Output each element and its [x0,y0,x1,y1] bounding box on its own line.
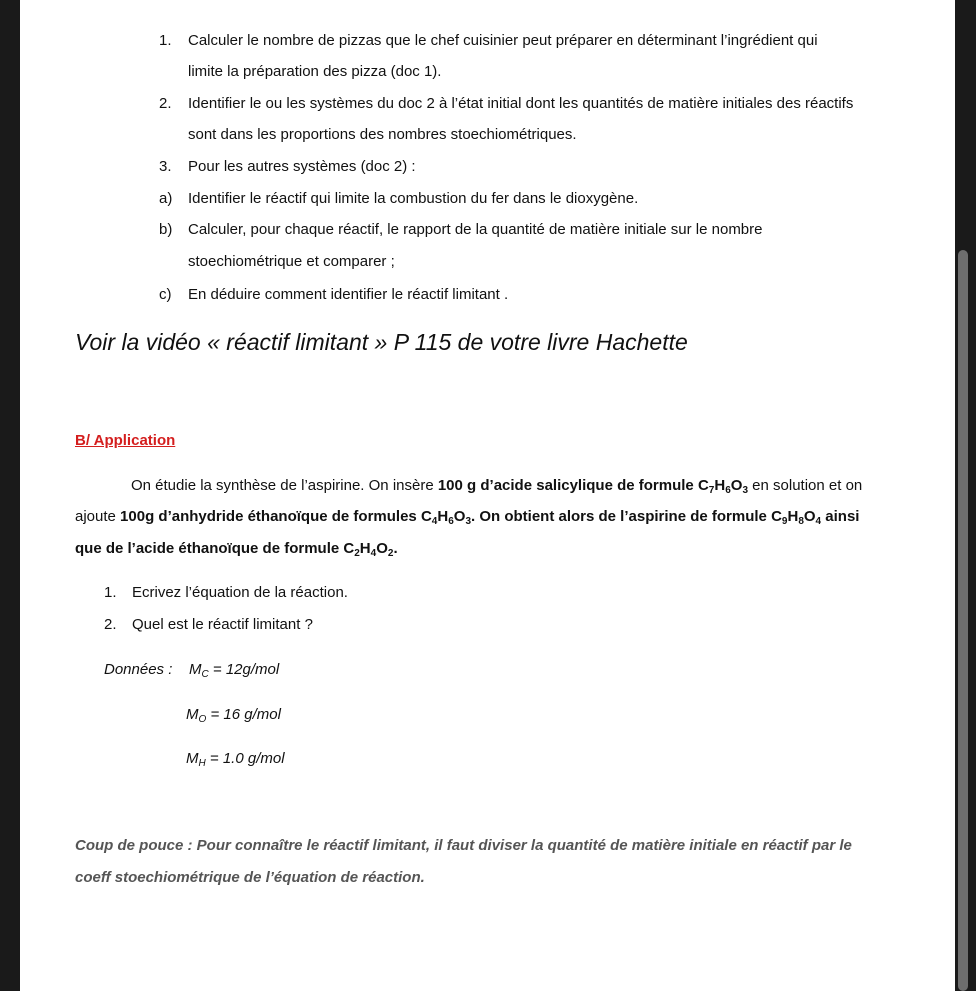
formula-aspirin [771,508,821,525]
question-number: 2. [104,616,117,633]
formula-element: C [343,540,355,557]
bold-span: . [393,540,398,557]
formula-element: O [803,508,816,525]
formula-subscript: 4 [431,516,438,527]
section-title: B/ Application [75,432,176,449]
formula-subscript: 3 [465,516,471,527]
subscript: C [201,669,209,680]
text-span: en solution et on [748,477,863,494]
formula-anhydride [421,508,471,525]
question-text: Quel est le réactif limitant ? [132,616,313,633]
formula-subscript: 4 [370,548,377,559]
formula-subscript: 6 [725,485,731,496]
subquestion-text: Identifier le réactif qui limite la combustion du fer dans le dioxygène. [188,190,639,207]
formula-element: H [787,508,799,525]
formula-subscript: 2 [354,548,360,559]
symbol: M [189,661,202,678]
formula-element: H [437,508,449,525]
document-page [20,0,955,991]
application-paragraph-line [75,539,398,559]
value: = 12g/mol [208,661,280,678]
molar-mass-carbon [189,660,279,680]
question-number: 1. [159,32,172,49]
hint-line: Coup de pouce : Pour connaître le réactif limitant, il faut diviser la quantité de matière initiale en réactif par le [75,837,852,854]
symbol: M [186,750,199,767]
text-span: On étudie la synthèse de l’aspirine. On insère [131,477,438,494]
symbol: M [186,706,199,723]
question-number: 1. [104,584,117,601]
formula-subscript: 2 [387,548,394,559]
formula-element: O [730,477,743,494]
question-text: Ecrivez l’équation de la réaction. [132,584,348,601]
bold-span: que de l’acide éthanoïque de formule [75,540,344,557]
question-text: limite la préparation des pizza (doc 1). [188,63,442,80]
formula-element: H [359,540,371,557]
subscript: O [198,714,207,725]
data-label: Données : [104,661,173,678]
subquestion-letter: c) [159,286,172,303]
bold-span: ainsi [821,508,860,525]
value: = 1.0 g/mol [205,750,285,767]
text-span: ajoute [75,508,121,525]
formula-ethanoic-acid [343,540,393,557]
question-text: Calculer le nombre de pizzas que le chef cuisinier peut préparer en déterminant l’ingrédient qui [188,32,818,49]
subquestion-text: En déduire comment identifier le réactif limitant . [188,286,509,303]
subquestion-letter: a) [159,190,173,207]
formula-element: H [714,477,726,494]
formula-element: O [453,508,466,525]
formula-subscript: 4 [815,516,822,527]
question-text: Pour les autres systèmes (doc 2) : [188,158,416,175]
formula-subscript: 3 [742,485,748,496]
bold-span: 100 g d’acide salicylique de formule [437,477,698,494]
formula-subscript: 7 [708,485,715,496]
question-text: Identifier le ou les systèmes du doc 2 à l’état initial dont les quantités de matière initiales des réactifs [188,95,854,112]
formula-salicylic-acid [698,477,748,494]
bold-span: 100g d’anhydride éthanoïque de formules [120,508,421,525]
vertical-scrollbar[interactable] [958,250,968,991]
bold-span: . On obtient alors de l’aspirine de formule [471,508,772,525]
formula-element: C [771,508,782,525]
application-paragraph-line [131,476,862,496]
formula-element: C [697,477,709,494]
video-heading: Voir la vidéo « réactif limitant » P 115 de votre livre Hachette [75,329,688,355]
formula-element: O [376,540,388,557]
formula-subscript: 9 [781,516,788,527]
subquestion-letter: b) [159,221,173,238]
question-number: 3. [159,158,172,175]
formula-subscript: 8 [798,516,804,527]
subquestion-text: stoechiométrique et comparer ; [188,253,395,270]
subquestion-text: Calculer, pour chaque réactif, le rapport de la quantité de matière initiale sur le nombre [188,221,763,238]
question-text: sont dans les proportions des nombres stoechiométriques. [188,126,577,143]
formula-element: C [420,508,432,525]
value: = 16 g/mol [206,706,281,723]
molar-mass-oxygen [186,705,281,725]
hint-line: coeff stoechiométrique de l’équation de réaction. [75,869,425,886]
subscript: H [198,758,206,769]
molar-mass-hydrogen [186,749,285,769]
application-paragraph-line [75,507,859,527]
formula-subscript: 6 [448,516,454,527]
question-number: 2. [159,95,172,112]
